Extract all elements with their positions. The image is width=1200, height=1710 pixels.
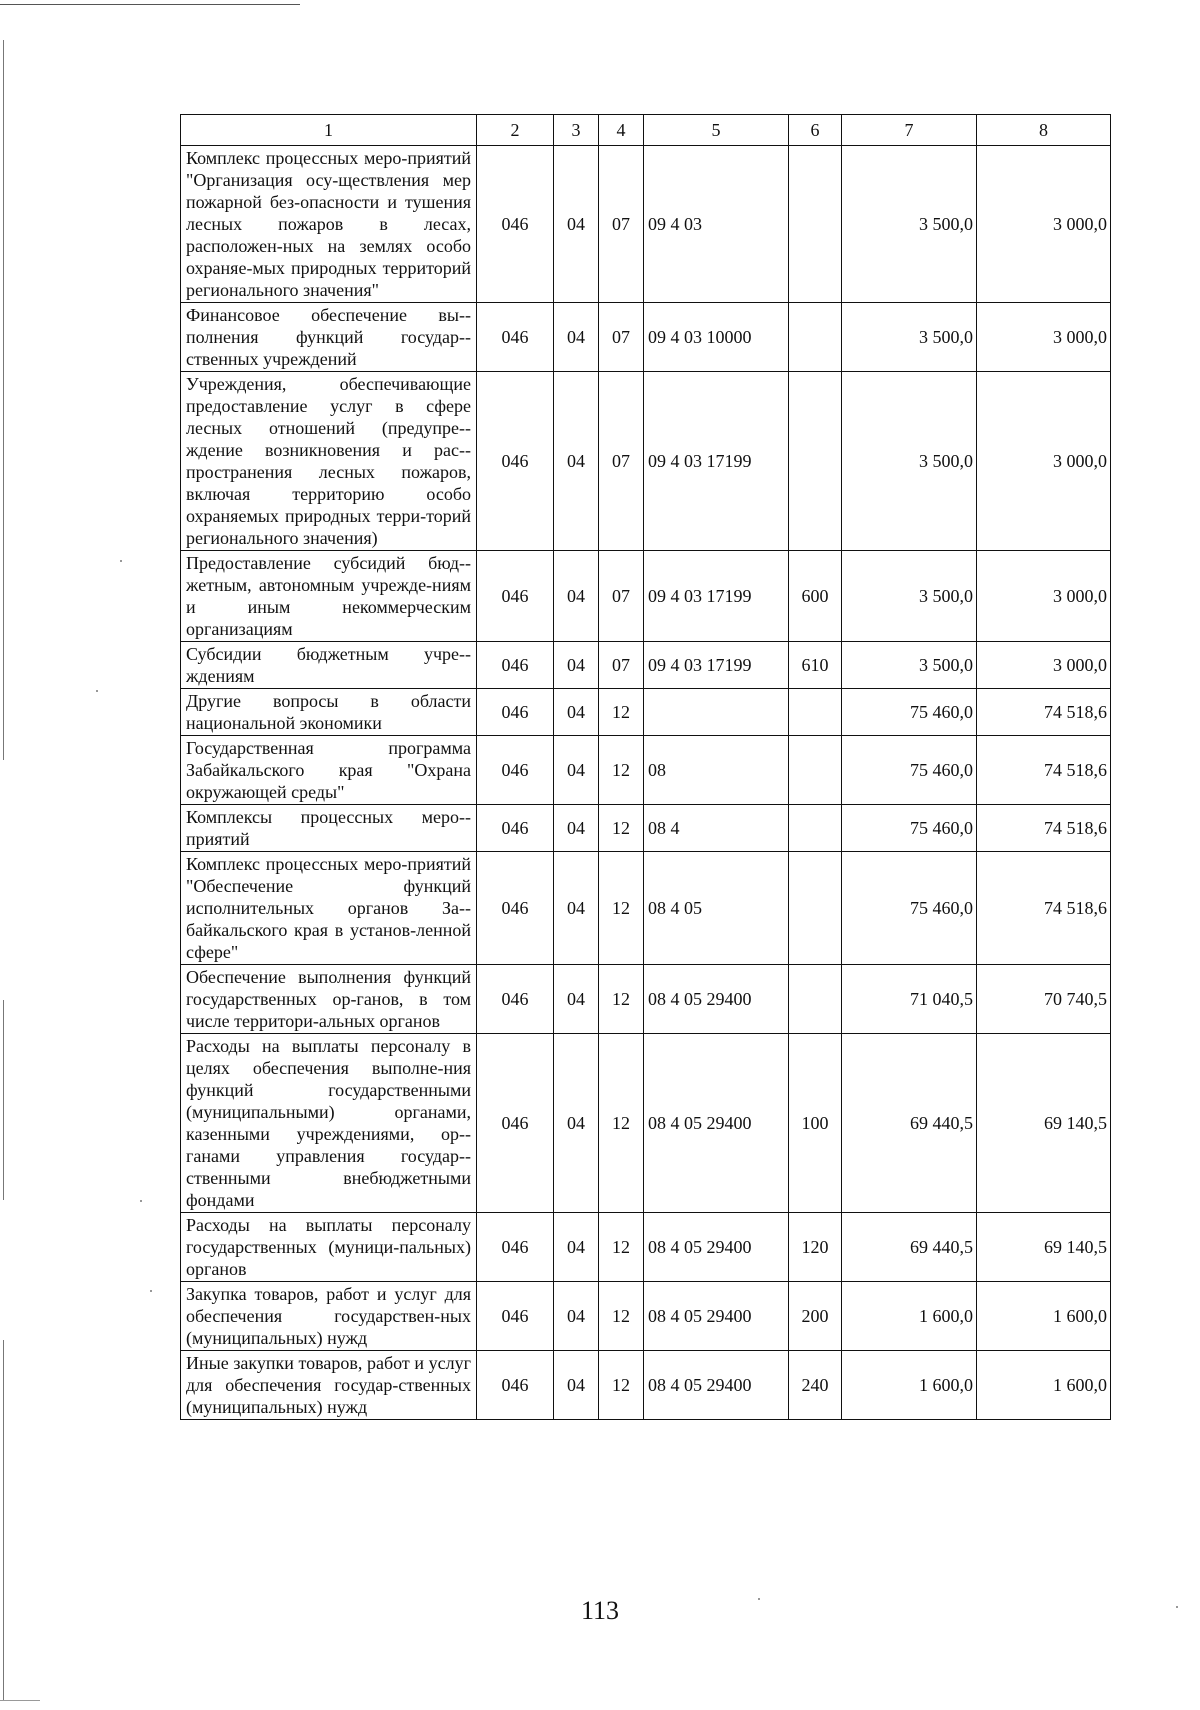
table-row xyxy=(181,303,1111,372)
amount-year-1-cell: 75 460,0 xyxy=(842,736,977,805)
subsection-code-cell: 12 xyxy=(599,805,644,852)
row-description: Комплекс процессных меро-приятий "Обеспечение функций исполнительных органов За-байкальского края в установ-ленной сфере" xyxy=(181,852,477,965)
row-description: Учреждения, обеспечивающие предоставление услуг в сфере лесных отношений (предупре-ждение возникновения и рас-пространения лесных пожаров, включая территорию особо охраняемых природных терри-торий регионального значения) xyxy=(181,372,477,551)
column-header: 8 xyxy=(977,115,1111,146)
amount-year-1-cell: 3 500,0 xyxy=(842,642,977,689)
column-number-row xyxy=(181,115,1111,146)
row-description: Государственная программа Забайкальского края "Охрана окружающей среды" xyxy=(181,736,477,805)
row-description: Закупка товаров, работ и услуг для обеспечения государствен-ных (муниципальных) нужд xyxy=(181,1282,477,1351)
grbs-code-cell: 046 xyxy=(477,805,554,852)
left-margin-rule-bottom xyxy=(3,1340,4,1700)
subsection-code-cell: 12 xyxy=(599,1213,644,1282)
amount-year-2-cell: 1 600,0 xyxy=(977,1351,1111,1420)
section-code-cell: 04 xyxy=(554,805,599,852)
target-article-cell xyxy=(644,689,789,736)
section-code-cell: 04 xyxy=(554,1351,599,1420)
budget-allocation-table xyxy=(180,114,1111,1420)
row-description: Другие вопросы в области национальной экономики xyxy=(181,689,477,736)
amount-year-1-cell: 69 440,5 xyxy=(842,1213,977,1282)
amount-year-1-cell: 75 460,0 xyxy=(842,852,977,965)
target-article-cell: 08 4 05 29400 xyxy=(644,1351,789,1420)
table-row xyxy=(181,372,1111,551)
amount-year-2-cell: 74 518,6 xyxy=(977,805,1111,852)
amount-year-1-cell: 3 500,0 xyxy=(842,372,977,551)
row-description: Расходы на выплаты персоналу в целях обеспечения выполне-ния функций государственными (муниципальными) органами, казенными учреждениями, ор-ганами управления государ-ственными внебюджетными фондами xyxy=(181,1034,477,1213)
expense-type-cell: 120 xyxy=(789,1213,842,1282)
subsection-code-cell: 12 xyxy=(599,852,644,965)
column-header: 3 xyxy=(554,115,599,146)
target-article-cell: 09 4 03 10000 xyxy=(644,303,789,372)
table-row xyxy=(181,1351,1111,1420)
table-row xyxy=(181,1034,1111,1213)
expense-type-cell xyxy=(789,303,842,372)
section-code-cell: 04 xyxy=(554,1034,599,1213)
amount-year-1-cell: 3 500,0 xyxy=(842,146,977,303)
grbs-code-cell: 046 xyxy=(477,372,554,551)
amount-year-2-cell: 3 000,0 xyxy=(977,372,1111,551)
row-description: Расходы на выплаты персоналу государственных (муници-пальных) органов xyxy=(181,1213,477,1282)
grbs-code-cell: 046 xyxy=(477,965,554,1034)
amount-year-2-cell: 3 000,0 xyxy=(977,642,1111,689)
grbs-code-cell: 046 xyxy=(477,852,554,965)
table-row xyxy=(181,689,1111,736)
amount-year-2-cell: 69 140,5 xyxy=(977,1213,1111,1282)
target-article-cell: 09 4 03 xyxy=(644,146,789,303)
scan-speck xyxy=(96,690,98,692)
subsection-code-cell: 07 xyxy=(599,551,644,642)
section-code-cell: 04 xyxy=(554,551,599,642)
column-header: 1 xyxy=(181,115,477,146)
section-code-cell: 04 xyxy=(554,1282,599,1351)
expense-type-cell: 600 xyxy=(789,551,842,642)
amount-year-1-cell: 69 440,5 xyxy=(842,1034,977,1213)
scan-speck xyxy=(150,1290,152,1292)
section-code-cell: 04 xyxy=(554,736,599,805)
target-article-cell: 08 4 05 29400 xyxy=(644,1213,789,1282)
row-description: Комплексы процессных меро-приятий xyxy=(181,805,477,852)
expense-type-cell xyxy=(789,372,842,551)
expense-type-cell: 200 xyxy=(789,1282,842,1351)
target-article-cell: 08 xyxy=(644,736,789,805)
amount-year-1-cell: 1 600,0 xyxy=(842,1282,977,1351)
expense-type-cell xyxy=(789,805,842,852)
column-header: 4 xyxy=(599,115,644,146)
amount-year-1-cell: 71 040,5 xyxy=(842,965,977,1034)
target-article-cell: 08 4 05 29400 xyxy=(644,1034,789,1213)
grbs-code-cell: 046 xyxy=(477,303,554,372)
page-number: 113 xyxy=(580,1596,620,1625)
subsection-code-cell: 12 xyxy=(599,1351,644,1420)
target-article-cell: 09 4 03 17199 xyxy=(644,372,789,551)
section-code-cell: 04 xyxy=(554,689,599,736)
section-code-cell: 04 xyxy=(554,372,599,551)
row-description: Обеспечение выполнения функций государственных ор-ганов, в том числе территори-альных органов xyxy=(181,965,477,1034)
table-body xyxy=(181,146,1111,1420)
table-row xyxy=(181,146,1111,303)
bottom-corner-rule xyxy=(0,1700,40,1701)
grbs-code-cell: 046 xyxy=(477,642,554,689)
target-article-cell: 09 4 03 17199 xyxy=(644,642,789,689)
grbs-code-cell: 046 xyxy=(477,736,554,805)
expense-type-cell xyxy=(789,852,842,965)
target-article-cell: 08 4 xyxy=(644,805,789,852)
amount-year-1-cell: 3 500,0 xyxy=(842,551,977,642)
table-header xyxy=(181,115,1111,146)
subsection-code-cell: 12 xyxy=(599,689,644,736)
grbs-code-cell: 046 xyxy=(477,1213,554,1282)
column-header: 2 xyxy=(477,115,554,146)
column-header: 6 xyxy=(789,115,842,146)
grbs-code-cell: 046 xyxy=(477,551,554,642)
amount-year-1-cell: 75 460,0 xyxy=(842,805,977,852)
table-row xyxy=(181,805,1111,852)
top-corner-rule xyxy=(0,4,300,5)
amount-year-2-cell: 74 518,6 xyxy=(977,736,1111,805)
grbs-code-cell: 046 xyxy=(477,1034,554,1213)
scan-speck xyxy=(140,1200,142,1202)
expense-type-cell: 610 xyxy=(789,642,842,689)
row-description: Финансовое обеспечение вы-полнения функций государ-ственных учреждений xyxy=(181,303,477,372)
expense-type-cell: 240 xyxy=(789,1351,842,1420)
section-code-cell: 04 xyxy=(554,146,599,303)
amount-year-2-cell: 1 600,0 xyxy=(977,1282,1111,1351)
target-article-cell: 08 4 05 29400 xyxy=(644,965,789,1034)
table-row xyxy=(181,642,1111,689)
grbs-code-cell: 046 xyxy=(477,689,554,736)
section-code-cell: 04 xyxy=(554,852,599,965)
subsection-code-cell: 07 xyxy=(599,146,644,303)
grbs-code-cell: 046 xyxy=(477,1351,554,1420)
table-row xyxy=(181,1213,1111,1282)
amount-year-2-cell: 69 140,5 xyxy=(977,1034,1111,1213)
subsection-code-cell: 07 xyxy=(599,642,644,689)
subsection-code-cell: 07 xyxy=(599,372,644,551)
section-code-cell: 04 xyxy=(554,1213,599,1282)
section-code-cell: 04 xyxy=(554,303,599,372)
amount-year-2-cell: 74 518,6 xyxy=(977,852,1111,965)
expense-type-cell: 100 xyxy=(789,1034,842,1213)
target-article-cell: 08 4 05 29400 xyxy=(644,1282,789,1351)
subsection-code-cell: 12 xyxy=(599,965,644,1034)
section-code-cell: 04 xyxy=(554,642,599,689)
row-description: Предоставление субсидий бюд-жетным, автономным учрежде-ниям и иным некоммерческим организациям xyxy=(181,551,477,642)
grbs-code-cell: 046 xyxy=(477,1282,554,1351)
scan-speck xyxy=(120,560,122,562)
subsection-code-cell: 07 xyxy=(599,303,644,372)
table-row xyxy=(181,1282,1111,1351)
column-header: 7 xyxy=(842,115,977,146)
left-margin-rule-lower xyxy=(3,1000,4,1200)
amount-year-2-cell: 3 000,0 xyxy=(977,551,1111,642)
amount-year-1-cell: 75 460,0 xyxy=(842,689,977,736)
left-margin-rule xyxy=(3,40,4,760)
table-row xyxy=(181,965,1111,1034)
target-article-cell: 08 4 05 xyxy=(644,852,789,965)
amount-year-1-cell: 3 500,0 xyxy=(842,303,977,372)
table-row xyxy=(181,852,1111,965)
amount-year-2-cell: 70 740,5 xyxy=(977,965,1111,1034)
table-row xyxy=(181,736,1111,805)
expense-type-cell xyxy=(789,689,842,736)
expense-type-cell xyxy=(789,146,842,303)
grbs-code-cell: 046 xyxy=(477,146,554,303)
subsection-code-cell: 12 xyxy=(599,736,644,805)
column-header: 5 xyxy=(644,115,789,146)
table-row xyxy=(181,551,1111,642)
target-article-cell: 09 4 03 17199 xyxy=(644,551,789,642)
row-description: Иные закупки товаров, работ и услуг для обеспечения государ-ственных (муниципальных) нужд xyxy=(181,1351,477,1420)
section-code-cell: 04 xyxy=(554,965,599,1034)
amount-year-1-cell: 1 600,0 xyxy=(842,1351,977,1420)
expense-type-cell xyxy=(789,736,842,805)
row-description: Комплекс процессных меро-приятий "Организация осу-ществления мер пожарной без-опасности и тушения лесных пожаров в лесах, расположен-ных на землях особо охраняе-мых природных территорий регионального значения" xyxy=(181,146,477,303)
amount-year-2-cell: 74 518,6 xyxy=(977,689,1111,736)
expense-type-cell xyxy=(789,965,842,1034)
subsection-code-cell: 12 xyxy=(599,1034,644,1213)
subsection-code-cell: 12 xyxy=(599,1282,644,1351)
row-description: Субсидии бюджетным учре-ждениям xyxy=(181,642,477,689)
amount-year-2-cell: 3 000,0 xyxy=(977,146,1111,303)
amount-year-2-cell: 3 000,0 xyxy=(977,303,1111,372)
